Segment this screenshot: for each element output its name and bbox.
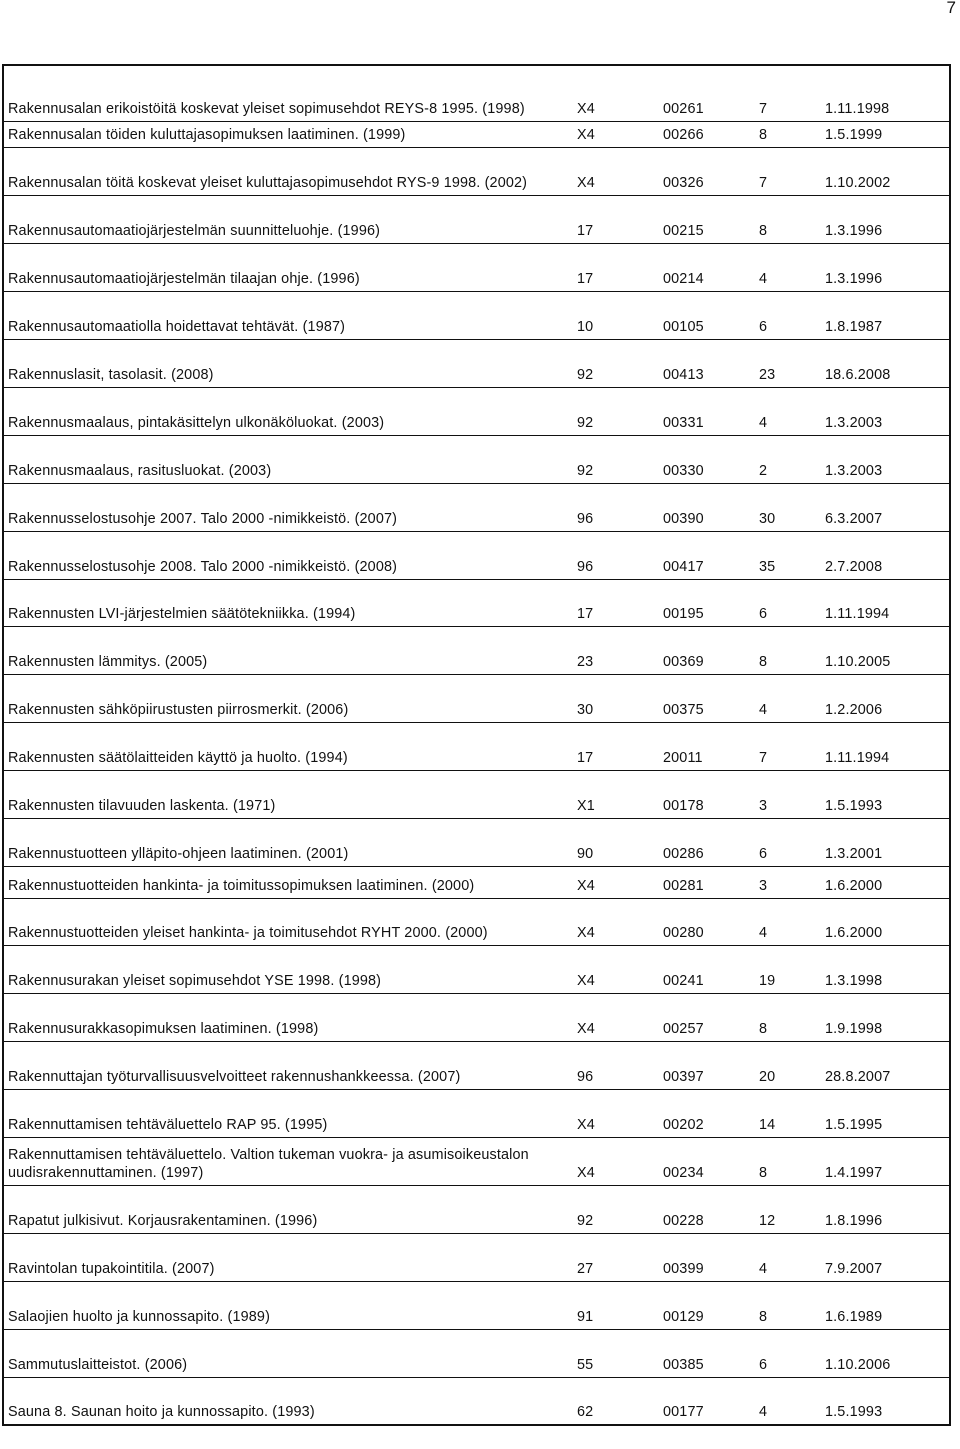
publication-table-body [3, 65, 950, 1425]
cell-date: 1.11.1994 [821, 722, 950, 770]
cell-date: 1.6.2000 [821, 898, 950, 945]
table-row [3, 579, 950, 626]
cell-number: 00397 [659, 1041, 755, 1089]
cell-number: 00215 [659, 195, 755, 243]
cell-code: X4 [573, 866, 659, 898]
cell-code: X4 [573, 993, 659, 1041]
table-row [3, 1041, 950, 1089]
cell-pages: 4 [755, 674, 821, 722]
cell-date: 7.9.2007 [821, 1233, 950, 1281]
cell-date: 1.10.2006 [821, 1329, 950, 1377]
cell-title: Rakennusalan töitä koskevat yleiset kuluttajasopimusehdot RYS-9 1998. (2002) [3, 147, 573, 195]
cell-code: 90 [573, 818, 659, 866]
table-row [3, 626, 950, 674]
cell-number: 00234 [659, 1137, 755, 1185]
cell-pages: 8 [755, 1137, 821, 1185]
table-row [3, 866, 950, 898]
cell-code: 27 [573, 1233, 659, 1281]
cell-date: 1.11.1994 [821, 579, 950, 626]
cell-title: Rakennusmaalaus, rasitusluokat. (2003) [3, 435, 573, 483]
page-number: 7 [946, 0, 956, 17]
cell-pages: 4 [755, 1233, 821, 1281]
cell-date: 1.3.1996 [821, 243, 950, 291]
cell-date: 1.8.1996 [821, 1185, 950, 1233]
cell-number: 00195 [659, 579, 755, 626]
cell-pages: 6 [755, 818, 821, 866]
cell-number: 00369 [659, 626, 755, 674]
cell-code: 17 [573, 243, 659, 291]
cell-code: 96 [573, 483, 659, 531]
cell-pages: 19 [755, 945, 821, 993]
cell-code: X4 [573, 1137, 659, 1185]
cell-title: Rakennusselostusohje 2007. Talo 2000 -nimikkeistö. (2007) [3, 483, 573, 531]
cell-code: 91 [573, 1281, 659, 1329]
cell-title: Rakennuttamisen tehtäväluettelo RAP 95. (1995) [3, 1089, 573, 1137]
cell-number: 00390 [659, 483, 755, 531]
cell-number: 00331 [659, 387, 755, 435]
cell-date: 2.7.2008 [821, 531, 950, 579]
cell-date: 1.10.2005 [821, 626, 950, 674]
table-row [3, 1185, 950, 1233]
cell-title: Rakennustuotteiden hankinta- ja toimitussopimuksen laatiminen. (2000) [3, 866, 573, 898]
table-row [3, 1329, 950, 1377]
publication-table [2, 64, 951, 1426]
table-row [3, 945, 950, 993]
cell-pages: 7 [755, 147, 821, 195]
cell-date: 1.3.2003 [821, 435, 950, 483]
cell-number: 00326 [659, 147, 755, 195]
cell-title: Rakennusurakan yleiset sopimusehdot YSE 1998. (1998) [3, 945, 573, 993]
cell-code: 17 [573, 722, 659, 770]
cell-title: Salaojien huolto ja kunnossapito. (1989) [3, 1281, 573, 1329]
cell-date: 1.6.1989 [821, 1281, 950, 1329]
cell-pages: 8 [755, 195, 821, 243]
cell-code: 30 [573, 674, 659, 722]
cell-pages: 6 [755, 1329, 821, 1377]
cell-date: 1.3.1998 [821, 945, 950, 993]
cell-date: 18.6.2008 [821, 339, 950, 387]
cell-pages: 14 [755, 1089, 821, 1137]
cell-title: Rakennuslasit, tasolasit. (2008) [3, 339, 573, 387]
cell-pages: 7 [755, 722, 821, 770]
cell-number: 20011 [659, 722, 755, 770]
cell-number: 00214 [659, 243, 755, 291]
cell-date: 1.8.1987 [821, 291, 950, 339]
cell-number: 00375 [659, 674, 755, 722]
cell-pages: 3 [755, 770, 821, 818]
cell-pages: 6 [755, 291, 821, 339]
cell-date: 1.9.1998 [821, 993, 950, 1041]
cell-pages: 23 [755, 339, 821, 387]
cell-code: X4 [573, 945, 659, 993]
cell-title: Rakennuttamisen tehtäväluettelo. Valtion tukeman vuokra- ja asumisoikeustalon uudisrakennuttaminen. (1997) [3, 1137, 573, 1185]
table-row [3, 483, 950, 531]
cell-code: 92 [573, 339, 659, 387]
cell-title: Rakennusten tilavuuden laskenta. (1971) [3, 770, 573, 818]
cell-number: 00202 [659, 1089, 755, 1137]
cell-code: 10 [573, 291, 659, 339]
cell-number: 00286 [659, 818, 755, 866]
cell-pages: 6 [755, 579, 821, 626]
cell-code: 23 [573, 626, 659, 674]
cell-code: X4 [573, 1089, 659, 1137]
cell-pages: 2 [755, 435, 821, 483]
cell-number: 00261 [659, 65, 755, 121]
cell-number: 00241 [659, 945, 755, 993]
cell-title: Rakennusalan töiden kuluttajasopimuksen laatiminen. (1999) [3, 121, 573, 147]
cell-pages: 35 [755, 531, 821, 579]
cell-pages: 8 [755, 121, 821, 147]
cell-title: Rakennusalan erikoistöitä koskevat yleiset sopimusehdot REYS-8 1995. (1998) [3, 65, 573, 121]
cell-number: 00281 [659, 866, 755, 898]
table-row [3, 65, 950, 121]
cell-code: 62 [573, 1377, 659, 1425]
table-row [3, 722, 950, 770]
cell-title: Sammutuslaitteistot. (2006) [3, 1329, 573, 1377]
table-row [3, 387, 950, 435]
cell-pages: 20 [755, 1041, 821, 1089]
cell-title: Rakennusselostusohje 2008. Talo 2000 -nimikkeistö. (2008) [3, 531, 573, 579]
table-row [3, 121, 950, 147]
cell-pages: 4 [755, 898, 821, 945]
cell-title: Sauna 8. Saunan hoito ja kunnossapito. (1993) [3, 1377, 573, 1425]
cell-title: Rakennustuotteen ylläpito-ohjeen laatiminen. (2001) [3, 818, 573, 866]
cell-date: 1.5.1999 [821, 121, 950, 147]
cell-title: Rakennusten lämmitys. (2005) [3, 626, 573, 674]
table-row [3, 243, 950, 291]
cell-title: Rakennusautomaatiolla hoidettavat tehtävät. (1987) [3, 291, 573, 339]
cell-code: X4 [573, 147, 659, 195]
cell-pages: 8 [755, 626, 821, 674]
table-row [3, 898, 950, 945]
cell-title: Rakennusautomaatiojärjestelmän tilaajan ohje. (1996) [3, 243, 573, 291]
cell-code: 55 [573, 1329, 659, 1377]
cell-code: X4 [573, 65, 659, 121]
table-row [3, 770, 950, 818]
cell-code: X4 [573, 121, 659, 147]
cell-code: X1 [573, 770, 659, 818]
table-row [3, 531, 950, 579]
cell-number: 00399 [659, 1233, 755, 1281]
table-row [3, 291, 950, 339]
cell-pages: 4 [755, 243, 821, 291]
cell-number: 00129 [659, 1281, 755, 1329]
cell-date: 1.6.2000 [821, 866, 950, 898]
cell-number: 00413 [659, 339, 755, 387]
cell-title: Rakennustuotteiden yleiset hankinta- ja toimitusehdot RYHT 2000. (2000) [3, 898, 573, 945]
table-row [3, 674, 950, 722]
cell-date: 1.3.1996 [821, 195, 950, 243]
cell-date: 1.5.1995 [821, 1089, 950, 1137]
cell-pages: 3 [755, 866, 821, 898]
cell-date: 1.3.2001 [821, 818, 950, 866]
cell-pages: 7 [755, 65, 821, 121]
table-row [3, 1233, 950, 1281]
cell-number: 00257 [659, 993, 755, 1041]
cell-number: 00105 [659, 291, 755, 339]
cell-number: 00178 [659, 770, 755, 818]
cell-date: 1.5.1993 [821, 770, 950, 818]
cell-code: 96 [573, 531, 659, 579]
cell-title: Rakennusten LVI-järjestelmien säätötekniikka. (1994) [3, 579, 573, 626]
table-row [3, 818, 950, 866]
cell-code: 96 [573, 1041, 659, 1089]
cell-title: Rakennuttajan työturvallisuusvelvoitteet rakennushankkeessa. (2007) [3, 1041, 573, 1089]
cell-title: Rakennusten sähköpiirustusten piirrosmerkit. (2006) [3, 674, 573, 722]
cell-code: 92 [573, 435, 659, 483]
cell-date: 1.10.2002 [821, 147, 950, 195]
table-row [3, 435, 950, 483]
cell-code: X4 [573, 898, 659, 945]
table-row [3, 1281, 950, 1329]
table-row [3, 195, 950, 243]
cell-number: 00280 [659, 898, 755, 945]
cell-number: 00417 [659, 531, 755, 579]
table-row [3, 147, 950, 195]
cell-number: 00385 [659, 1329, 755, 1377]
cell-title: Rakennusautomaatiojärjestelmän suunnitteluohje. (1996) [3, 195, 573, 243]
cell-title: Rapatut julkisivut. Korjausrakentaminen. (1996) [3, 1185, 573, 1233]
cell-date: 6.3.2007 [821, 483, 950, 531]
cell-date: 1.4.1997 [821, 1137, 950, 1185]
cell-code: 92 [573, 387, 659, 435]
cell-date: 1.3.2003 [821, 387, 950, 435]
cell-date: 28.8.2007 [821, 1041, 950, 1089]
cell-code: 92 [573, 1185, 659, 1233]
cell-number: 00228 [659, 1185, 755, 1233]
cell-code: 17 [573, 195, 659, 243]
table-row [3, 1137, 950, 1185]
cell-code: 17 [573, 579, 659, 626]
cell-date: 1.5.1993 [821, 1377, 950, 1425]
cell-title: Rakennusten säätölaitteiden käyttö ja huolto. (1994) [3, 722, 573, 770]
cell-date: 1.11.1998 [821, 65, 950, 121]
cell-title: Rakennusurakkasopimuksen laatiminen. (1998) [3, 993, 573, 1041]
cell-pages: 4 [755, 387, 821, 435]
cell-number: 00330 [659, 435, 755, 483]
cell-title: Ravintolan tupakointitila. (2007) [3, 1233, 573, 1281]
cell-number: 00177 [659, 1377, 755, 1425]
table-row [3, 1089, 950, 1137]
table-row [3, 339, 950, 387]
cell-number: 00266 [659, 121, 755, 147]
table-row [3, 1377, 950, 1425]
table-row [3, 993, 950, 1041]
cell-pages: 4 [755, 1377, 821, 1425]
cell-pages: 30 [755, 483, 821, 531]
cell-title: Rakennusmaalaus, pintakäsittelyn ulkonäköluokat. (2003) [3, 387, 573, 435]
cell-pages: 8 [755, 993, 821, 1041]
cell-date: 1.2.2006 [821, 674, 950, 722]
cell-pages: 12 [755, 1185, 821, 1233]
cell-pages: 8 [755, 1281, 821, 1329]
